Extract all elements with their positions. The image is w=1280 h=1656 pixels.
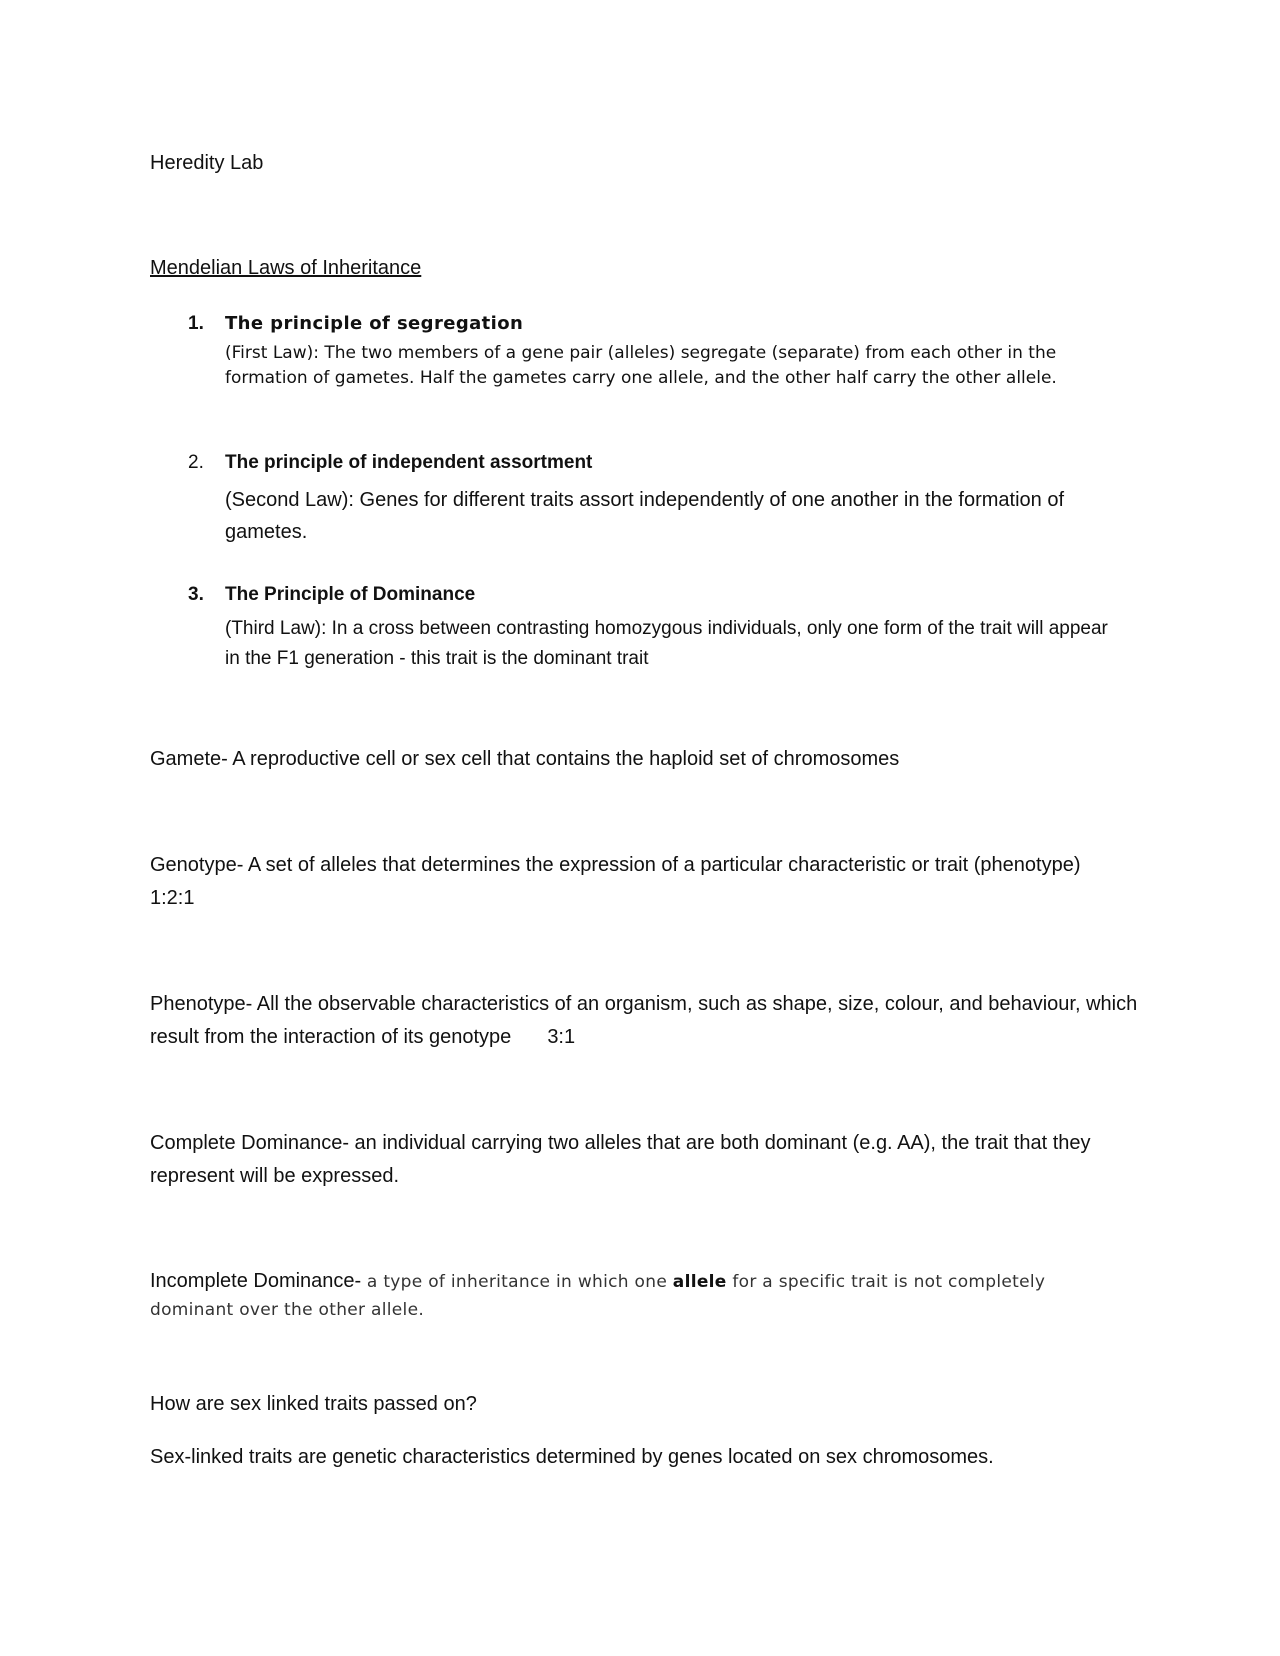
law-name: The Principle of Dominance (225, 584, 476, 605)
law-number: 1. (188, 313, 204, 334)
document-title: Heredity Lab (150, 152, 264, 174)
definition-text: Genotype- A set of alleles that determines the expression of a particular characteristic or trait (phenotype) (150, 854, 1081, 876)
definition-complete-dominance: Complete Dominance- an individual carrying two alleles that are both dominant (e.g. AA), the trait that they represent will be expressed. (150, 1132, 1091, 1187)
definition-text: for a specific trait is not completely (726, 1272, 1046, 1292)
sex-linked-answer: Sex-linked traits are genetic characteristics determined by genes located on sex chromosomes. (150, 1446, 994, 1468)
law-name: The principle of independent assortment (225, 452, 593, 473)
genotype-ratio: 1:2:1 (150, 887, 195, 909)
section-heading: Mendelian Laws of Inheritance (150, 257, 422, 279)
definition-text: a type of inheritance in which one (361, 1272, 673, 1292)
definition-text: dominant over the other allele. (150, 1300, 425, 1320)
definition-phenotype (150, 988, 1140, 1054)
law-description: (Second Law): Genes for different traits assort independently of one another in the formation of gametes. (225, 489, 1065, 543)
law-description: (Third Law): In a cross between contrasting homozygous individuals, only one form of the trait will appear in the F1 generation - this trait is the dominant trait (225, 618, 1108, 669)
bold-term: allele (672, 1272, 727, 1292)
definition-gamete: Gamete- A reproductive cell or sex cell that contains the haploid set of chromosomes (150, 748, 900, 770)
definition-genotype (150, 849, 1140, 915)
law-description: (First Law): The two members of a gene pair (alleles) segregate (separate) from each other in the formation of gametes. Half the gametes carry one allele, and the other half carry the other allele. (225, 343, 1057, 388)
sex-linked-question: How are sex linked traits passed on? (150, 1393, 477, 1415)
definition-term: Incomplete Dominance- (150, 1270, 362, 1292)
law-name: The principle of segregation (225, 313, 524, 334)
phenotype-ratio: 3:1 (547, 1026, 576, 1048)
definition-incomplete-dominance (150, 1265, 1140, 1321)
law-number: 2. (188, 452, 204, 473)
law-number: 3. (188, 584, 204, 605)
definition-text: Phenotype- All the observable characteristics of an organism, such as shape, size, colour, and behaviour, which result from the interaction of its genotype (150, 993, 1138, 1048)
